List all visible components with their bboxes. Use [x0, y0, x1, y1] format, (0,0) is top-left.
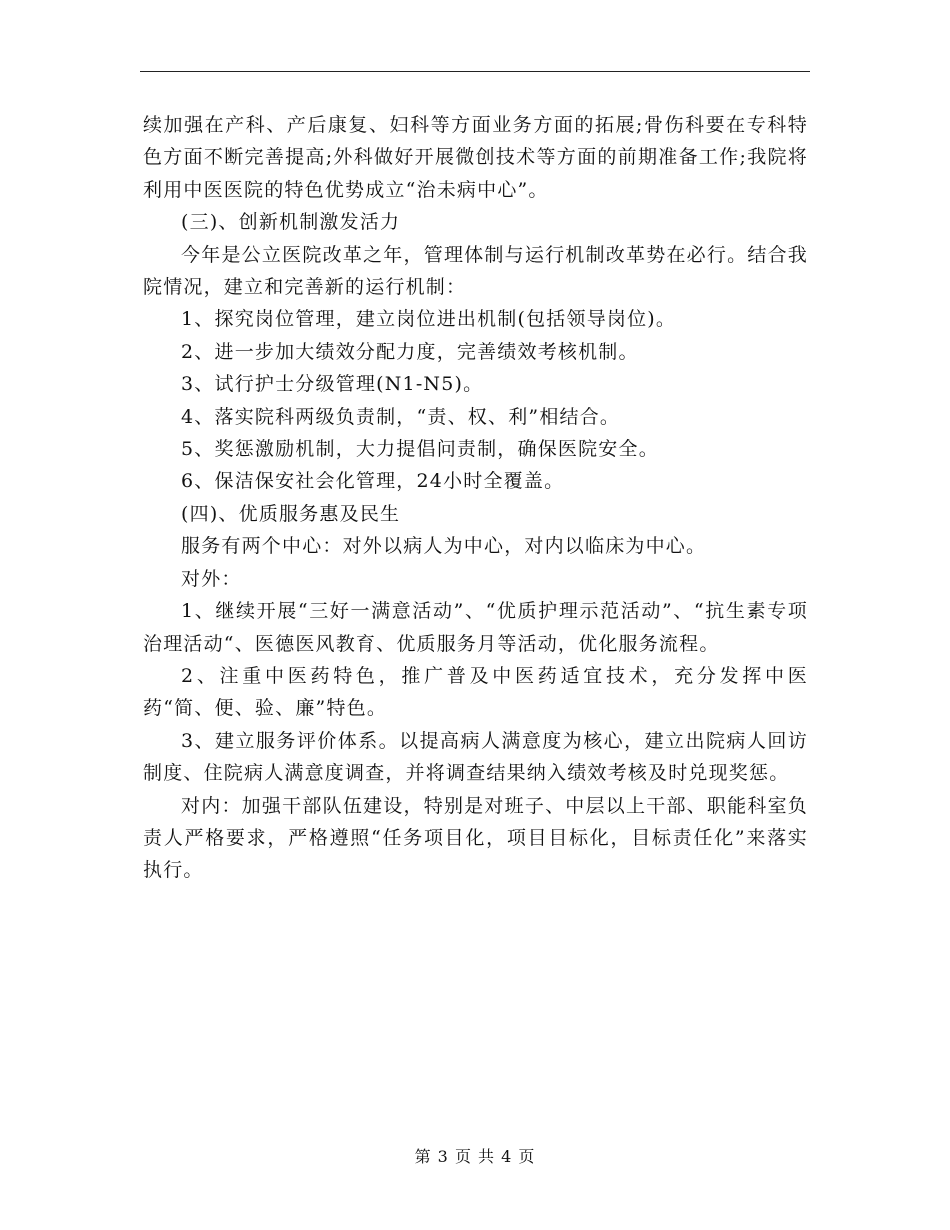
paragraph: 6、保洁保安社会化管理，24小时全覆盖。	[181, 470, 565, 493]
paragraph: 对内：加强干部队伍建设，特别是对班子、中层以上干部、职能科室负责人严格要求，严格遵照“任务项目化，项目目标化，目标责任化”来落实执行。	[143, 794, 808, 882]
paragraph: 3、建立服务评价体系。以提高病人满意度为核心，建立出院病人回访制度、住院病人满意度调查，并将调查结果纳入绩效考核及时兑现奖惩。	[143, 729, 808, 785]
header-rule	[140, 71, 810, 72]
paragraph: 1、探究岗位管理，建立岗位进出机制(包括领导岗位)。	[181, 308, 677, 331]
paragraph: 5、奖惩激励机制，大力提倡问责制，确保医院安全。	[181, 438, 659, 461]
paragraph: 对外：	[181, 567, 242, 590]
paragraph: 2、注重中医药特色，推广普及中医药适宜技术，充分发挥中医药“简、便、验、廉”特色。	[143, 664, 808, 720]
document-body	[143, 109, 808, 887]
paragraph: 2、进一步加大绩效分配力度，完善绩效考核机制。	[181, 340, 639, 363]
paragraph: 今年是公立医院改革之年，管理体制与运行机制改革势在必行。结合我院情况，建立和完善新的运行机制：	[143, 243, 808, 299]
paragraph: 1、继续开展“三好一满意活动”、“优质护理示范活动”、“抗生素专项治理活动“、医德医风教育、优质服务月等活动，优化服务流程。	[143, 600, 808, 655]
paragraph: 服务有两个中心：对外以病人为中心，对内以临床为中心。	[181, 535, 707, 558]
paragraph: 续加强在产科、产后康复、妇科等方面业务方面的拓展;骨伤科要在专科特色方面不断完善提高;外科做好开展微创技术等方面的前期准备工作;我院将利用中医医院的特色优势成立“治未病中心”。	[143, 114, 808, 201]
paragraph: (四)、优质服务惠及民生	[181, 502, 401, 525]
paragraph: 4、落实院科两级负责制，“责、权、利”相结合。	[181, 405, 621, 428]
paragraph: 3、试行护士分级管理(N1-N5)。	[181, 373, 484, 396]
paragraph: (三)、创新机制激发活力	[181, 211, 401, 234]
page-footer: 第 3 页 共 4 页	[414, 1147, 536, 1166]
